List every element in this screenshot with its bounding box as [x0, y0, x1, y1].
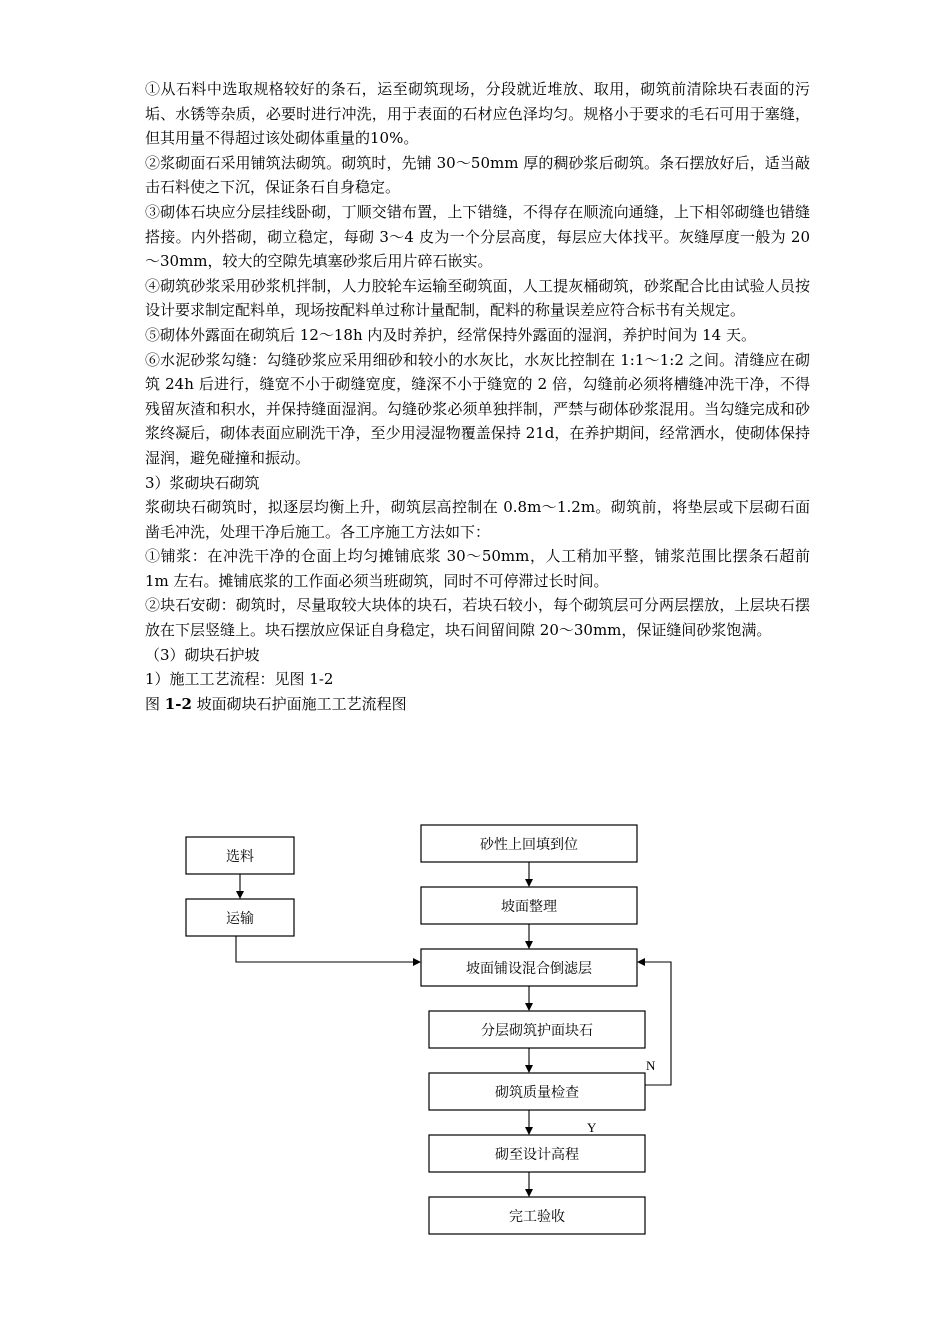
caption-text: 坡面砌块石护面施工工艺流程图 [191, 694, 407, 713]
arrow-transport-to-filter [236, 936, 420, 962]
paragraph-9: ②块石安砌：砌筑时，尽量取较大块体的块石，若块石较小，每个砌筑层可分两层摆放，上层块石摆放在下层竖缝上。块石摆放应保证自身稳定，块石间留间隙 20～30mm，保证缝间砂浆饱满。 [145, 596, 810, 640]
flow-node-select [186, 837, 294, 874]
paragraph-7: 浆砌块石砌筑时，拟逐层均衡上升，砌筑层高控制在 0.8m～1.2m。砌筑前，将垫层或下层砌石面凿毛冲洗，处理干净后施工。各工序施工方法如下： [145, 498, 810, 541]
paragraph-6: ⑥水泥砂浆勾缝：勾缝砂浆应采用细砂和较小的水灰比，水灰比控制在 1:1～1:2 之间。清缝应在砌筑 24h 后进行，缝宽不小于砌缝宽度，缝深不小于缝宽的 2 倍，勾缝前必须将槽缝冲洗干净，不得残留灰渣和积水，并保持缝面湿润。勾缝砂浆必须单独拌制，严禁与砌体砂浆混用。当勾缝完成和砂浆终凝后，砌体表面应刷洗干净，至少用浸湿物覆盖保持 21d，在养护期间，经常洒水，使砌体保持湿润，避免碰撞和振动。 [145, 350, 810, 467]
flow-node-acceptance [429, 1197, 645, 1234]
flow-label-no: N [646, 1058, 656, 1073]
paragraph-8: ①铺浆：在冲洗干净的仓面上均匀摊铺底浆 30～50mm，人工稍加平整，铺浆范围比摆条石超前 1m 左右。摊铺底浆的工作面必须当班砌筑，同时不可停滞过长时间。 [145, 547, 810, 590]
section-heading-3: 3）浆砌块石砌筑 [145, 473, 260, 492]
caption-prefix: 图 [145, 694, 165, 713]
flow-node-design-elevation-label: 砌至设计高程 [495, 1147, 579, 1163]
paragraph-3: ③砌体石块应分层挂线卧砌，丁顺交错布置，上下错缝，不得存在顺流向通缝，上下相邻砌缝也错缝搭接。内外搭砌，砌立稳定，每砌 3～4 皮为一个分层高度，每层应大体找平。灰缝厚度一般为 20～30mm，较大的空隙先填塞砂浆后用片碎石嵌实。 [145, 202, 810, 271]
caption-number: 1-2 [164, 694, 192, 713]
flow-node-layer-masonry [429, 1011, 645, 1048]
paragraph-4: ④砌筑砂浆采用砂浆机拌制，人力胶轮车运输至砌筑面，人工提灰桶砌筑，砂浆配合比由试验人员按设计要求制定配料单，现场按配料单过称计量配制，配料的称量误差应符合标书有关规定。 [145, 276, 810, 320]
flow-node-filter-layer-label: 坡面铺设混合倒滤层 [466, 961, 592, 977]
flow-node-backfill-label: 砂性上回填到位 [480, 837, 578, 853]
flow-node-layer-masonry-label: 分层砌筑护面块石 [481, 1023, 593, 1039]
paragraph-5: ⑤砌体外露面在砌筑后 12～18h 内及时养护，经常保持外露面的湿润，养护时间为 14 天。 [145, 325, 756, 344]
flow-node-backfill [421, 825, 637, 862]
flow-node-design-elevation [429, 1135, 645, 1172]
flow-node-slope-trim-label: 坡面整理 [501, 899, 557, 915]
flow-node-transport [186, 899, 294, 936]
flow-node-select-label: 选料 [226, 849, 254, 865]
paragraph-2: ②浆砌面石采用铺筑法砌筑。砌筑时，先铺 30～50mm 厚的稠砂浆后砌筑。条石摆放好后，适当敲击石料使之下沉，保证条石自身稳定。 [145, 153, 810, 197]
flow-node-transport-label: 运输 [226, 911, 254, 927]
flow-node-quality-check [429, 1073, 645, 1110]
process-intro: 1）施工工艺流程：见图 1-2 [145, 670, 334, 689]
flow-label-yes: Y [587, 1120, 597, 1135]
paragraph-1: ①从石料中选取规格较好的条石，运至砌筑现场，分段就近堆放、取用，砌筑前清除块石表面的污垢、水锈等杂质，必要时进行冲洗，用于表面的石材应色泽均匀。规格小于要求的毛石可用于塞缝，但其用量不得超过该处砌体重量的10%。 [145, 80, 810, 148]
section-heading-slope: （3）砌块石护坡 [145, 645, 260, 664]
flow-node-slope-trim [421, 887, 637, 924]
flow-node-acceptance-label: 完工验收 [509, 1209, 565, 1225]
flow-node-quality-check-label: 砌筑质量检查 [495, 1085, 579, 1101]
flow-node-filter-layer [421, 949, 637, 986]
